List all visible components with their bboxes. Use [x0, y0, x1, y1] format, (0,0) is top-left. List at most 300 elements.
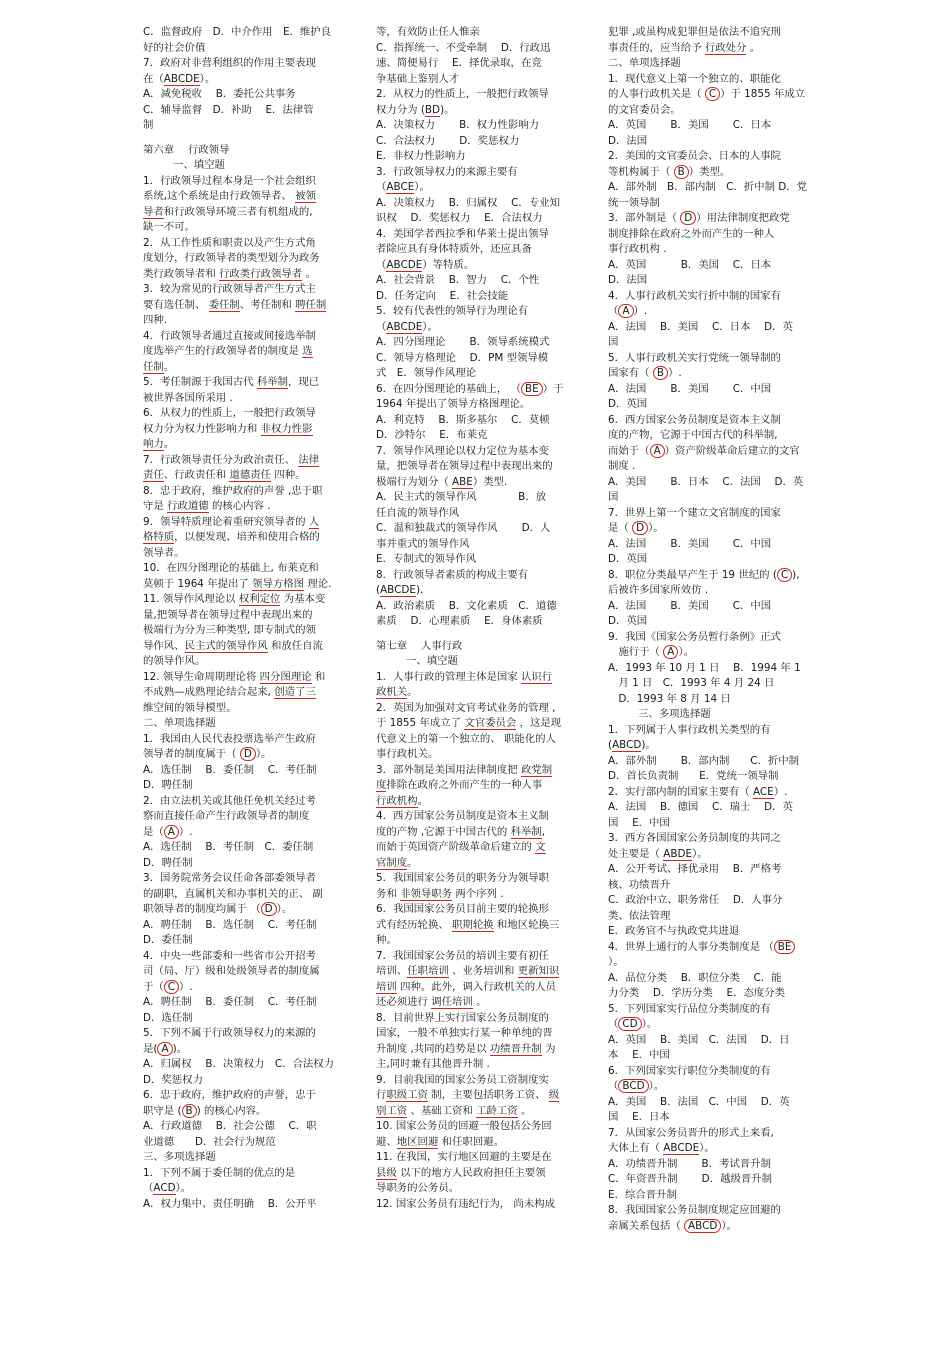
- answer-underlined: 人: [308, 515, 320, 528]
- text-line: [376, 211, 578, 227]
- text-segment: 8．忠于政府，维护政府的声誉 ,忠于职: [143, 484, 323, 497]
- text-segment: 四种。此外，调入行政机关的人员: [396, 980, 556, 993]
- text-segment: A．1993 年 10 月 1 日 B．1994 年 1: [608, 661, 801, 674]
- text-line: [143, 592, 345, 608]
- text-segment: A．四分图理论 B．领导系统模式: [376, 336, 550, 348]
- text-segment: ）等特质。: [422, 258, 475, 271]
- text-line: [376, 242, 578, 258]
- text-segment: 的核心内容 .: [208, 500, 271, 512]
- answer-circled: C: [164, 980, 179, 994]
- section-gap: [143, 134, 345, 143]
- text-segment: 9．我国《国家公务员暂行条例》正式: [608, 630, 781, 643]
- text-segment: 等，有效防止任人惟亲: [376, 26, 480, 38]
- text-line: [608, 723, 810, 739]
- text-line: [376, 134, 578, 150]
- text-line: [376, 25, 578, 41]
- text-line: [608, 1002, 810, 1018]
- text-segment: 一、填空题: [173, 159, 225, 171]
- text-segment: D．1993 年 8 月 14 日: [608, 692, 731, 705]
- text-segment: 2．美国的文官委员会、日本的人事院: [608, 150, 781, 162]
- text-segment: 3．较为常见的行政领导者产生方式主: [143, 283, 316, 295]
- text-segment: E．非权力性影响力: [376, 150, 466, 162]
- text-segment: 、考任制和: [239, 298, 296, 311]
- answer-underlined: 创造了三: [274, 686, 316, 698]
- answer-circled: B: [674, 165, 689, 179]
- text-segment: ）资产阶级革命后建立的文官: [664, 444, 800, 457]
- text-line: [608, 661, 810, 677]
- text-line: [376, 747, 578, 763]
- text-line: [608, 738, 810, 754]
- text-segment: （: [376, 181, 387, 193]
- text-segment: 统一领导制: [608, 196, 660, 209]
- text-line: [376, 413, 578, 429]
- text-segment: 为基本变: [280, 593, 326, 605]
- text-line: [608, 118, 810, 134]
- answer-underlined: 培训: [376, 980, 397, 993]
- text-line: [376, 320, 578, 336]
- text-segment: D．沙特尔 E．布莱克: [376, 429, 488, 441]
- text-line: [143, 794, 345, 810]
- text-segment: （: [376, 320, 387, 333]
- text-line: [376, 995, 578, 1011]
- answer-underlined: 道德责任: [229, 469, 271, 481]
- text-line: [376, 701, 578, 717]
- answer-underlined: 非领导职务: [400, 887, 453, 900]
- text-line: [608, 72, 810, 88]
- section-heading: [608, 707, 810, 723]
- answer-circled: B: [182, 1104, 197, 1118]
- text-segment: ）于: [542, 382, 564, 395]
- text-line: [143, 902, 345, 918]
- text-line: [143, 103, 345, 119]
- text-line: [376, 614, 578, 630]
- text-line: [376, 716, 578, 732]
- answer-underlined: 任制: [143, 360, 164, 373]
- text-segment: 。: [302, 267, 316, 280]
- text-segment: 处主要是（: [608, 847, 664, 860]
- text-segment: 2．从工作性质和职责以及产生方式角: [143, 236, 316, 249]
- text-segment: ）。: [692, 847, 708, 860]
- text-segment: A．权力集中、责任明确 B．公开平: [143, 1197, 317, 1210]
- text-line: [608, 428, 810, 444]
- text-line: [143, 41, 345, 57]
- answer-underlined: 权利定位: [238, 593, 281, 605]
- text-segment: 事行政机构 .: [608, 243, 667, 255]
- text-segment: 于（: [143, 980, 164, 993]
- answer-circled: A: [650, 444, 665, 458]
- text-line: [143, 499, 345, 515]
- text-line: [143, 1135, 345, 1151]
- text-line: [376, 964, 578, 980]
- text-segment: ）。: [255, 748, 272, 760]
- text-segment: 事责任的，应当给予: [608, 41, 705, 54]
- text-line: [376, 887, 578, 903]
- text-segment: 亲属关系包括（: [608, 1219, 685, 1232]
- text-line: [376, 366, 578, 382]
- text-segment: A．法国 B．美国 C．中国: [608, 537, 772, 550]
- text-line: [608, 242, 810, 258]
- text-line: [376, 475, 578, 491]
- text-segment: A．政治素质 B．文化素质 C．道德: [376, 599, 557, 612]
- text-line: [143, 530, 345, 546]
- text-line: [376, 778, 578, 794]
- answer-underlined: 政党制: [521, 763, 553, 776]
- text-segment: A．决策权力 B．权力性影响力: [376, 119, 540, 131]
- text-line: [608, 986, 810, 1002]
- text-line: [376, 809, 578, 825]
- text-line: [608, 475, 810, 491]
- text-segment: 5．下列不属于行政领导权力的来源的: [143, 1027, 316, 1039]
- text-line: [143, 995, 345, 1011]
- answer-underlined: 科举制: [256, 376, 288, 388]
- text-segment: 事行政机关。: [376, 748, 439, 760]
- text-segment: 8．目前世界上实行国家公务员制度的: [376, 1011, 549, 1024]
- text-segment: C．年资晋升制 D．越级晋升制: [608, 1173, 773, 1185]
- text-line: [376, 273, 578, 289]
- text-line: [608, 273, 810, 289]
- text-line: [143, 189, 345, 205]
- text-segment: ）.: [773, 785, 788, 798]
- text-segment: 的副职，直属机关和办事机关的正、 副: [143, 887, 323, 900]
- text-segment: 1．现代意义上第一个独立的、职能化: [608, 72, 781, 85]
- text-line: [376, 459, 578, 475]
- text-line: [376, 1181, 578, 1197]
- text-segment: A．决策权力 B．归属权 C．专业知: [376, 196, 560, 209]
- text-segment: ）.: [179, 980, 193, 993]
- text-segment: 争基础上鉴别人才: [376, 72, 460, 85]
- text-segment: ）。: [276, 903, 293, 915]
- text-segment: 行: [376, 1089, 387, 1101]
- text-segment: 业道德 D．社会行为规范: [143, 1135, 276, 1148]
- text-segment: 12. 领导生命周期理论将: [143, 670, 260, 683]
- text-line: [608, 227, 810, 243]
- text-line: [143, 282, 345, 298]
- answer-underlined: 行政道德: [167, 500, 209, 512]
- answer-underlined: 行政处分: [704, 41, 747, 54]
- text-line: [143, 1166, 345, 1182]
- text-line: [143, 1042, 345, 1058]
- text-line: [608, 444, 810, 460]
- text-segment: 速、简便易行 E．择优录取，在竞: [376, 57, 542, 69]
- text-line: [376, 227, 578, 243]
- text-line: [608, 506, 810, 522]
- answer-underlined: 被领: [295, 190, 316, 202]
- text-line: [608, 397, 810, 413]
- text-line: [143, 1181, 345, 1197]
- text-segment: 种。: [376, 934, 397, 946]
- text-line: [376, 794, 578, 810]
- text-segment: 和行政领导环境三者有机组成的,: [163, 205, 313, 218]
- text-segment: 二、单项选择题: [608, 57, 681, 69]
- text-line: [608, 568, 810, 584]
- text-segment: 7．政府对非营利组织的作用主要表现: [143, 57, 316, 69]
- text-segment: 度的产物，它源于中国古代的科举制,: [608, 429, 778, 441]
- text-segment: 守是: [143, 500, 168, 512]
- text-segment: 极端行为分为三种类型, 即专制式的领: [143, 624, 316, 636]
- text-segment: A．美国 B．日本 C．法国 D．英: [608, 475, 804, 488]
- text-segment: C．温和独裁式的领导作风 D．人: [376, 522, 551, 534]
- text-segment: 的文官委员会。: [608, 103, 681, 116]
- text-line: [376, 490, 578, 506]
- text-line: [608, 893, 810, 909]
- text-line: [143, 716, 345, 732]
- text-segment: ）。: [422, 320, 438, 333]
- text-segment: 国: [608, 491, 619, 503]
- answer-underlined: 选: [302, 345, 313, 357]
- text-segment: 1．行政领导过程本身是一个社会组织: [143, 174, 316, 187]
- text-segment: A．美国 B．法国 C．中国 D．英: [608, 1095, 790, 1108]
- text-line: [608, 583, 810, 599]
- text-line: [143, 422, 345, 438]
- text-line: [608, 1110, 810, 1126]
- text-segment: 任自流的领导作风: [376, 506, 460, 519]
- text-line: [376, 1150, 578, 1166]
- text-segment: 主,同时兼有其他晋升制 .: [376, 1058, 490, 1070]
- text-line: [376, 568, 578, 584]
- text-segment: A．法国 B．美国 C．日本 D．英: [608, 320, 793, 333]
- text-line: [608, 552, 810, 568]
- text-segment: 7．行政领导责任分为政治责任、: [143, 453, 299, 466]
- text-segment: 后被许多国家所效仿 .: [608, 584, 709, 596]
- text-line: [608, 165, 810, 181]
- text-segment: 5．人事行政机关实行党统一领导制的: [608, 351, 781, 364]
- text-segment: 四种。: [271, 469, 306, 481]
- text-line: [376, 1026, 578, 1042]
- text-segment: 度选举产生的行政领导者的制度是: [143, 345, 303, 357]
- text-segment: 等机构属于（: [608, 165, 674, 178]
- text-segment: 一、填空题: [406, 655, 458, 667]
- text-segment: 不成熟—成熟理论结合起来,: [143, 686, 275, 698]
- text-segment: A．聘任制 B．选任制 C．考任制: [143, 918, 317, 931]
- text-line: [376, 1011, 578, 1027]
- text-segment: 3．西方各国国家公务员制度的共同之: [608, 832, 781, 844]
- text-line: [608, 351, 810, 367]
- text-line: [143, 747, 345, 763]
- text-segment: 6．忠于政府，维护政府的声誉，忠于: [143, 1089, 316, 1101]
- answer-circled: D: [240, 747, 256, 761]
- text-segment: A．选任制 B．考任制 C．委任制: [143, 841, 314, 853]
- answer-underlined: 县级: [376, 1166, 397, 1179]
- text-segment: A．聘任制 B．委任制 C．考任制: [143, 996, 317, 1008]
- text-line: [608, 490, 810, 506]
- text-segment: 是(: [143, 1042, 158, 1055]
- answer-underlined: 科举制: [510, 825, 542, 838]
- text-line: [143, 375, 345, 391]
- text-line: [376, 1135, 578, 1151]
- text-line: [143, 174, 345, 190]
- text-line: [143, 236, 345, 252]
- text-segment: A．部外制 B．部内制 C．折中制 D．党: [608, 181, 808, 193]
- text-segment: ）。: [721, 1219, 737, 1232]
- text-line: [608, 537, 810, 553]
- text-segment: D．奖惩权力: [143, 1073, 203, 1086]
- text-line: [376, 180, 578, 196]
- text-segment: 8．我国国家公务员制度规定应回避的: [608, 1204, 781, 1216]
- text-segment: 察而直接任命产生行政领导者的制度: [143, 810, 310, 822]
- text-segment: 5．较有代表性的领导行为理论有: [376, 305, 529, 317]
- answer-underlined: ABCD: [612, 739, 642, 751]
- text-line: [143, 809, 345, 825]
- text-segment: A．英国 B．美国 C．日本: [608, 258, 772, 271]
- text-line: [376, 351, 578, 367]
- answer-underlined: 非权力性影: [260, 422, 313, 435]
- text-segment: 。: [407, 856, 418, 869]
- text-segment: ）.: [178, 825, 193, 838]
- text-segment: 4．西方国家公务员制度是资本主义制: [376, 810, 549, 822]
- text-segment: 式有经历轮换、: [376, 918, 453, 931]
- text-segment: 制，主要包括职务工资、: [427, 1089, 549, 1101]
- text-segment: 以下的地方人民政府担任主要领: [396, 1166, 546, 1179]
- text-line: [376, 304, 578, 320]
- text-line: [608, 614, 810, 630]
- text-line: [143, 72, 345, 88]
- text-line: [143, 1197, 345, 1213]
- text-segment: 升制度 ,共同的趋势是以: [376, 1042, 490, 1055]
- text-line: [143, 437, 345, 453]
- text-line: [143, 484, 345, 500]
- text-segment: D．选任制: [143, 1011, 193, 1024]
- text-line: [143, 515, 345, 531]
- text-line: [376, 41, 578, 57]
- text-line: [608, 816, 810, 832]
- text-segment: E．政务官不与执政党共进退: [608, 925, 740, 937]
- answer-underlined: ABCDE: [380, 584, 416, 596]
- text-line: [608, 1188, 810, 1204]
- text-segment: 月 1 日 C．1993 年 4 月 24 日: [608, 677, 775, 689]
- text-segment: A．法国 B．美国 C．中国: [608, 599, 772, 612]
- text-segment: 二、单项选择题: [143, 717, 216, 729]
- text-line: [376, 639, 578, 655]
- text-segment: 度划分，行政领导者的类型划分为政务: [143, 252, 320, 264]
- text-segment: 还必须进行: [376, 996, 432, 1008]
- text-line: [608, 382, 810, 398]
- text-line: [608, 196, 810, 212]
- text-segment: 1．人事行政的管理主体是国家: [376, 670, 521, 683]
- text-line: [608, 1064, 810, 1080]
- answer-underlined: 工龄工资: [476, 1104, 518, 1117]
- text-line: [608, 769, 810, 785]
- text-line: [608, 304, 810, 320]
- text-segment: 6．在四分图理论的基础上， （: [376, 382, 521, 395]
- text-segment: 和: [311, 670, 326, 683]
- text-segment: （: [608, 305, 619, 317]
- text-line: [608, 459, 810, 475]
- answer-underlined: 文: [535, 841, 546, 853]
- text-line: [143, 980, 345, 996]
- text-segment: ）。: [414, 181, 430, 193]
- text-segment: ，以便发现、培养和使用合格的: [174, 531, 320, 543]
- text-segment: 理论.: [304, 577, 332, 590]
- text-line: [608, 1219, 810, 1235]
- text-line: [143, 1088, 345, 1104]
- text-segment: 犯罪 ,或虽构成犯罪但是依法不追究刑: [608, 26, 781, 38]
- text-line: [376, 537, 578, 553]
- text-line: [143, 732, 345, 748]
- text-segment: ),: [792, 568, 800, 581]
- text-segment: ）。: [699, 1142, 715, 1154]
- text-line: [608, 909, 810, 925]
- text-segment: 本 E．中国: [608, 1049, 670, 1061]
- answer-underlined: 地区回避: [396, 1135, 439, 1148]
- text-line: [376, 552, 578, 568]
- answer-underlined: 功绩晋升制: [489, 1042, 542, 1055]
- text-segment: A．功绩晋升制 B．考试晋升制: [608, 1157, 772, 1170]
- text-segment: D．首长负责制 E．党统一领导制: [608, 770, 779, 782]
- text-segment: C．领导方格理论 D．PM 型领导模: [376, 351, 549, 364]
- text-line: [376, 444, 578, 460]
- text-line: [376, 1088, 578, 1104]
- text-segment: ，现已: [288, 376, 320, 388]
- text-segment: 在（: [143, 72, 164, 85]
- text-segment: 类行政领导者和: [143, 267, 220, 280]
- text-segment: 好的社会价值: [143, 41, 206, 54]
- text-line: [376, 763, 578, 779]
- answer-underlined: 导者: [143, 205, 164, 218]
- answer-underlined: 法律: [298, 453, 320, 466]
- text-line: [608, 599, 810, 615]
- text-line: [608, 940, 810, 971]
- answer-circled: CD: [618, 1017, 641, 1031]
- text-line: [143, 251, 345, 267]
- text-line: [143, 1011, 345, 1027]
- text-line: [376, 397, 578, 413]
- text-line: [143, 577, 345, 593]
- answer-circled: D: [632, 521, 648, 535]
- text-segment: 7．领导作风理论以权力定位为基本变: [376, 444, 549, 457]
- text-segment: 7．世界上第一个建立文官制度的国家: [608, 506, 781, 519]
- answer-underlined: ABCDE: [663, 1142, 700, 1154]
- text-line: [143, 778, 345, 794]
- column-left: [143, 25, 345, 1212]
- text-segment: 量,把领导者在领导过程中表现出来的: [143, 608, 313, 621]
- answer-circled: D: [680, 211, 696, 225]
- text-line: [143, 670, 345, 686]
- answer-underlined: 别工资: [376, 1104, 408, 1117]
- text-segment: 式 E．领导作风理论: [376, 367, 477, 379]
- text-line: [376, 1057, 578, 1073]
- text-segment: ）用法律制度把政党: [696, 212, 790, 224]
- text-line: [608, 800, 810, 816]
- text-segment: ）。: [641, 1018, 658, 1030]
- text-line: [143, 25, 345, 41]
- text-line: [143, 118, 345, 134]
- text-segment: 为: [541, 1042, 556, 1055]
- text-line: [143, 298, 345, 314]
- section-heading: [143, 158, 345, 174]
- text-segment: 10．在四分图理论的基础上, 布莱克和: [143, 562, 319, 574]
- text-line: [143, 561, 345, 577]
- text-line: [376, 1104, 578, 1120]
- answer-underlined: 民主式的领导作风: [184, 639, 268, 652]
- text-line: [143, 918, 345, 934]
- text-segment: 和任职回避。: [438, 1135, 504, 1148]
- answer-underlined: ABCDE: [386, 258, 423, 271]
- text-segment: 排除在政府之外而产生的一种人事: [386, 779, 543, 791]
- text-segment: A．英国 B．美国 C．日本: [608, 119, 772, 131]
- text-line: [376, 165, 578, 181]
- text-line: [608, 180, 810, 196]
- text-line: [143, 825, 345, 841]
- text-line: [376, 825, 578, 841]
- text-segment: 、基础工资和: [407, 1104, 477, 1117]
- text-segment: 领导者。: [143, 546, 185, 559]
- text-line: [143, 344, 345, 360]
- answer-circled: A: [663, 645, 678, 659]
- text-segment: 极端行为划分（: [376, 475, 453, 488]
- text-segment: 5．下列国家实行品位分类制度的有: [608, 1002, 771, 1015]
- text-line: [143, 639, 345, 655]
- text-line: [376, 1166, 578, 1182]
